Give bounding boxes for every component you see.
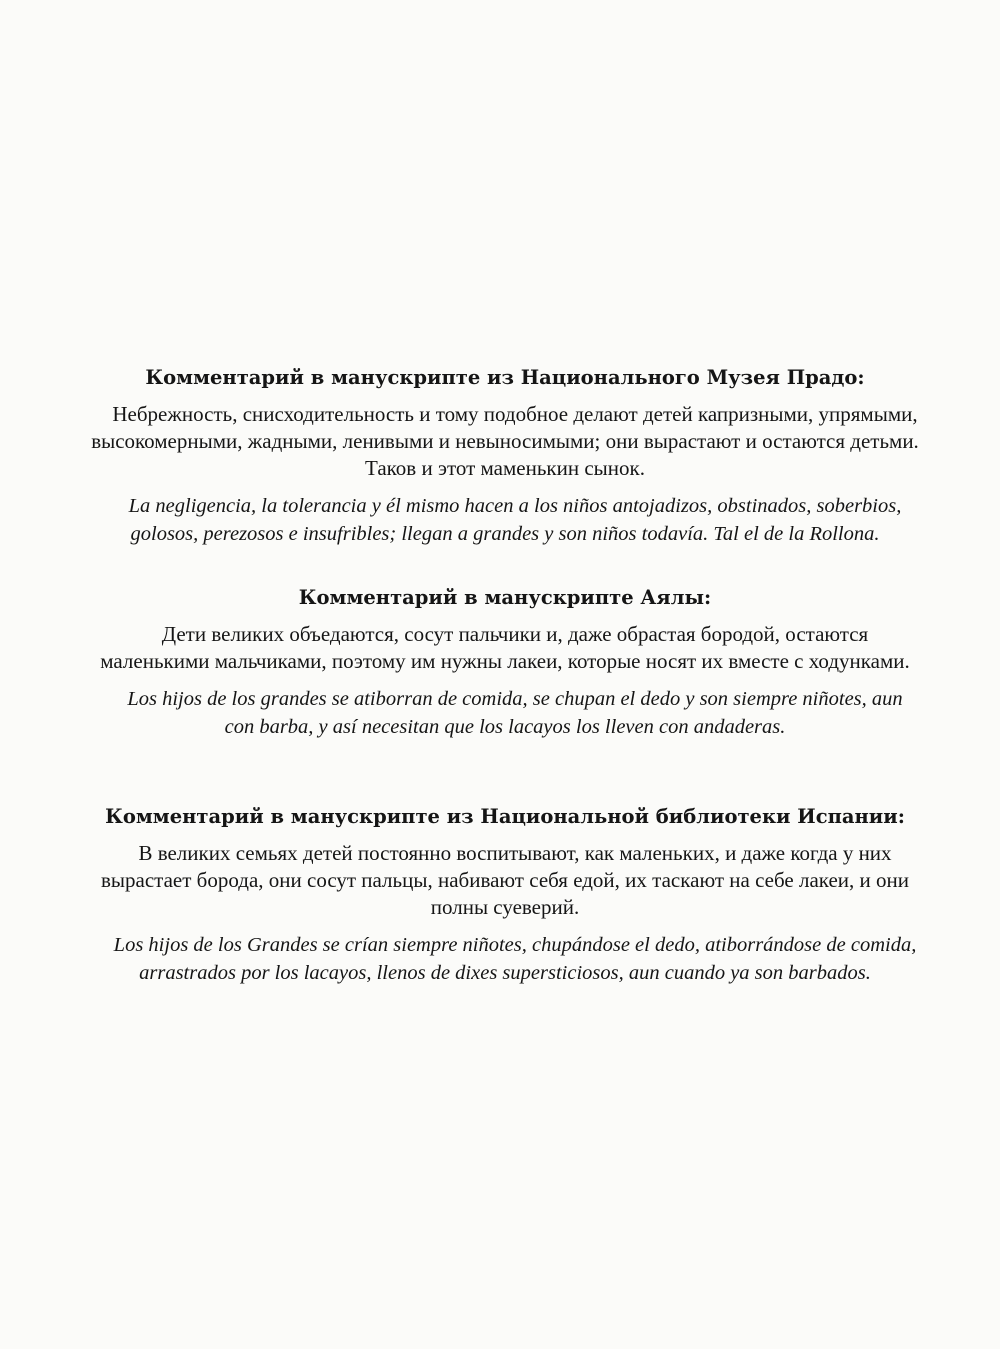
spanish-text: Los hijos de los grandes se atiborran de comida, se chupan el dedo y son siempre niñotes, aun con barba, y así necesitan que los lacayos los lleven con andaderas. bbox=[127, 688, 903, 738]
section-heading: Комментарий в манускрипте из Национальной библиотеки Испании: bbox=[105, 805, 905, 828]
prado-commentary-section bbox=[90, 363, 920, 548]
ayala-commentary-section bbox=[90, 583, 920, 741]
national-library-commentary-section bbox=[90, 802, 920, 987]
spanish-text: La negligencia, la tolerancia y él mismo hacen a los niños antojadizos, obstinados, soberbios, golosos, perezosos e insufribles; llegan a grandes y son niños todavía. Tal el de la Rollona. bbox=[128, 495, 902, 545]
russian-text: Дети великих объедаются, сосут пальчики и, даже обрастая бородой, остаются маленькими мальчиками, поэтому им нужны лакеи, которые носят их вместе с ходунками. bbox=[100, 622, 910, 673]
section-heading: Комментарий в манускрипте Аялы: bbox=[298, 586, 712, 609]
russian-text: В великих семьях детей постоянно воспитывают, как маленьких, и даже когда у них вырастает борода, они сосут пальцы, набивают себя едой, их таскают на себе лакеи, и они полны суеверий. bbox=[101, 841, 909, 919]
russian-text: Небрежность, снисходительность и тому подобное делают детей капризными, упрямыми, высокомерными, жадными, ленивыми и невыносимыми; они вырастают и остаются детьми. Таков и этот маменькин сынок. bbox=[91, 402, 919, 480]
spanish-text: Los hijos de los Grandes se crían siempre niñotes, chupándose el dedo, atiborrándose de comida, arrastrados por los lacayos, llenos de dixes supersticiosos, aun cuando ya son barbados. bbox=[113, 934, 917, 984]
section-heading: Комментарий в манускрипте из Национального Музея Прадо: bbox=[145, 366, 865, 389]
